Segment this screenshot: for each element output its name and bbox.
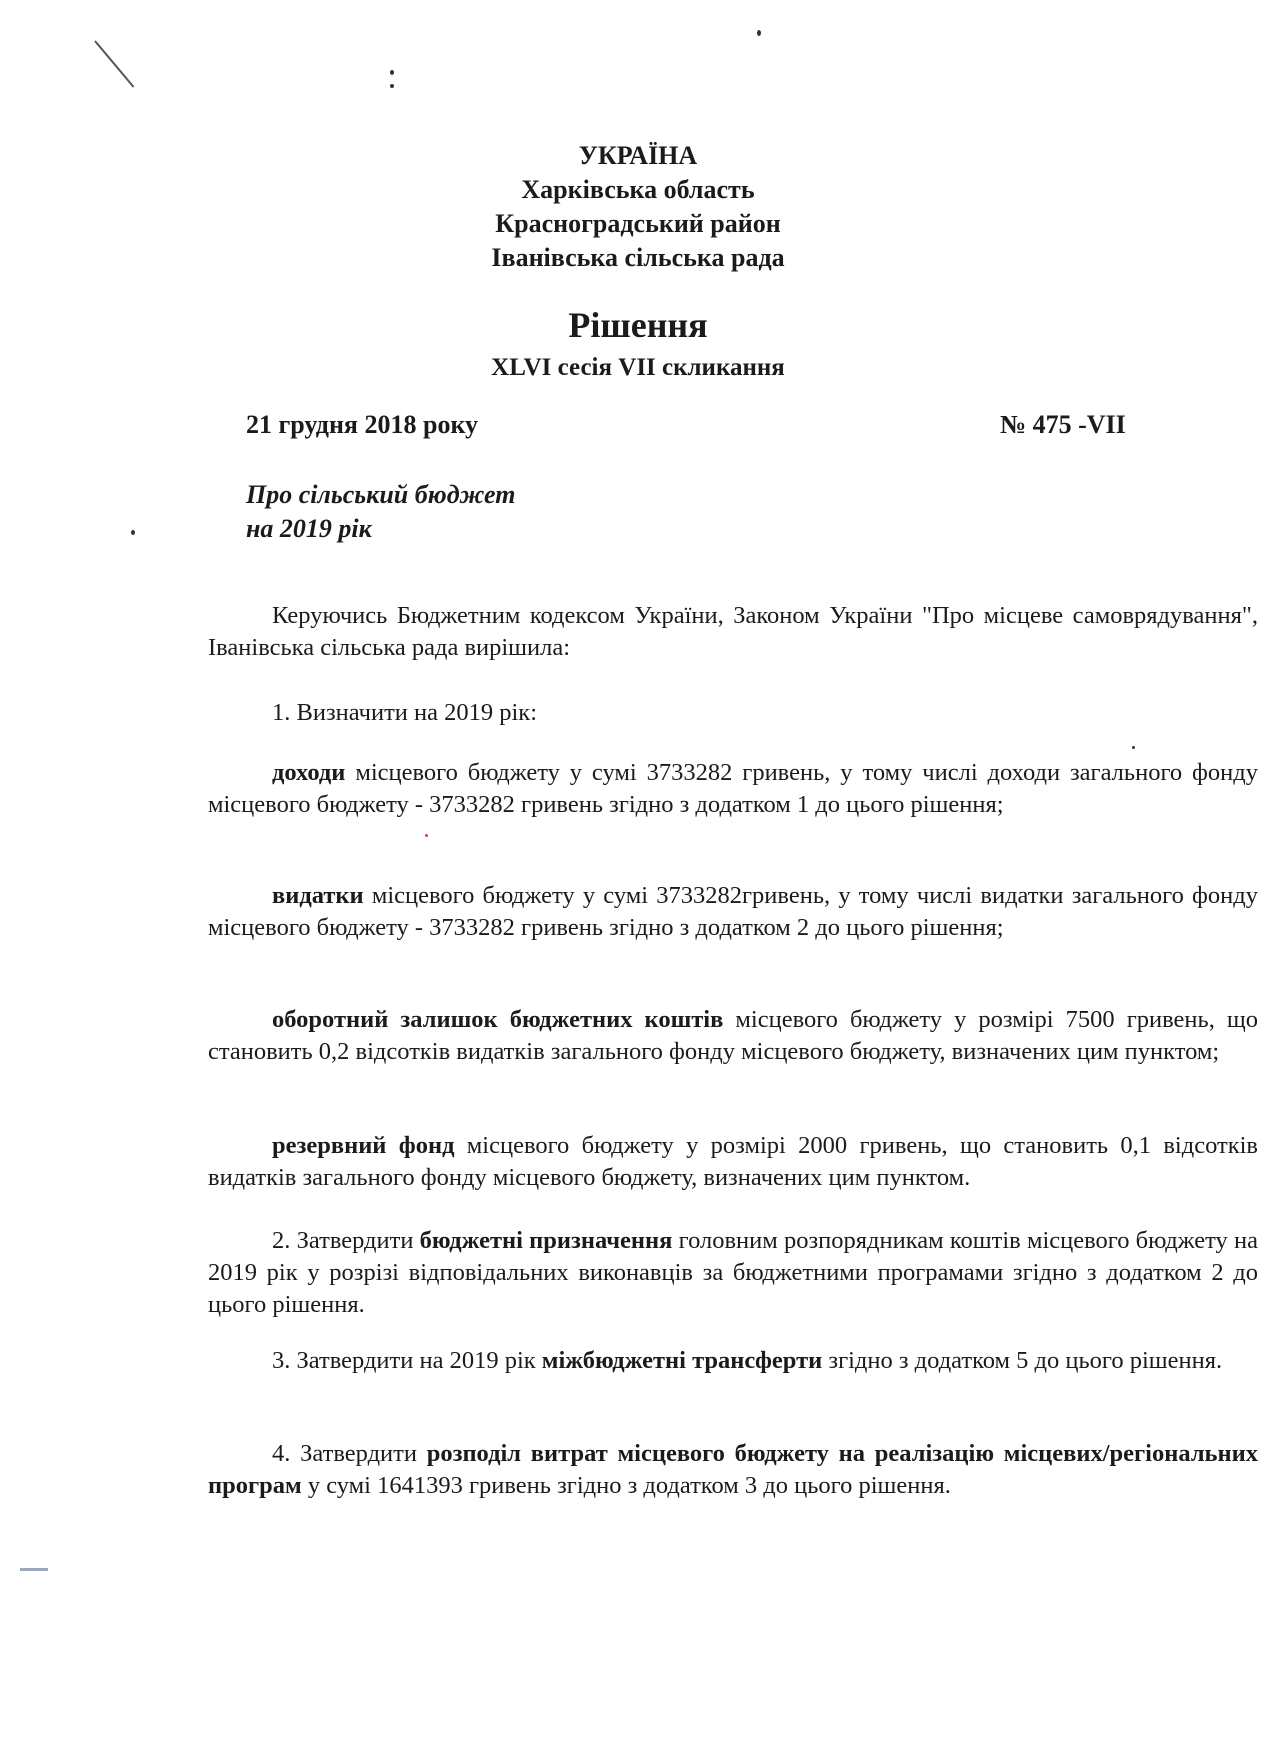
item-4-text: у сумі 1641393 гривень згідно з додатком 3 до цього рішення.: [301, 1472, 951, 1499]
session-line: XLVI сесія VII скликання: [491, 354, 785, 381]
decision-subject: [246, 478, 515, 546]
header-country: УКРАЇНА: [578, 141, 698, 170]
balance-term: оборотний залишок бюджетних коштів: [272, 1006, 724, 1033]
balance-text: місцевого бюджету у розмірі 7500 гривень, що становить 0,2 відсотків видатків загального фонду місцевого бюджету, визначених цим пунктом;: [208, 1006, 1258, 1065]
income-term: доходи: [272, 759, 346, 786]
reserve-term: резервний фонд: [272, 1132, 455, 1159]
item-3: [208, 1345, 1258, 1377]
item-2-term: бюджетні призначення: [419, 1227, 673, 1254]
scan-speck: [425, 834, 428, 837]
item-3-term: міжбюджетні трансферти: [541, 1347, 823, 1374]
scan-speck: [1132, 746, 1135, 749]
scan-speck: [390, 70, 394, 75]
header-region: Харківська область: [521, 175, 755, 204]
item-1-text: 1. Визначити на 2019 рік:: [272, 699, 538, 726]
scan-mark: [20, 1568, 48, 1571]
header-council: Іванівська сільська рада: [491, 243, 785, 272]
reserve-paragraph: [208, 1130, 1258, 1194]
intro-text: Керуючись Бюджетним кодексом України, Законом України "Про місцеве самоврядування", Іванівська сільська рада вирішила:: [208, 602, 1258, 661]
item-2-pre: 2. Затвердити: [272, 1227, 420, 1254]
decision-title: Рішення: [568, 305, 708, 345]
subject-line-1: Про сільський бюджет: [246, 480, 516, 509]
decision-date: 21 грудня 2018 року: [246, 410, 479, 439]
scan-speck: [131, 530, 135, 535]
intro-paragraph: [208, 600, 1258, 664]
income-paragraph: [208, 757, 1258, 821]
item-2: [208, 1225, 1258, 1321]
scan-speck: [757, 30, 761, 36]
balance-paragraph: [208, 1004, 1258, 1068]
item-1: [208, 697, 1258, 729]
item-3-text: згідно з додатком 5 до цього рішення.: [822, 1347, 1223, 1374]
item-4-pre: 4. Затвердити: [272, 1440, 427, 1467]
item-4: [208, 1438, 1258, 1502]
scan-scratch: [94, 40, 134, 87]
item-4-term: розподіл витрат місцевого бюджету на реалізацію місцевих/регіональних програм: [208, 1440, 1258, 1499]
decision-number: № 475 -VII: [1000, 410, 1126, 439]
scan-speck: [390, 84, 394, 88]
subject-line-2: на 2019 рік: [246, 514, 372, 543]
expenses-paragraph: [208, 880, 1258, 944]
item-3-pre: 3. Затвердити на 2019 рік: [272, 1347, 542, 1374]
header-district: Красноградський район: [495, 209, 781, 238]
reserve-text: місцевого бюджету у розмірі 2000 гривень, що становить 0,1 відсотків видатків загального фонду місцевого бюджету, визначених цим пунктом.: [208, 1132, 1258, 1191]
item-2-text: головним розпорядникам коштів місцевого бюджету на 2019 рік у розрізі відповідальних виконавців за бюджетними програмами згідно з додатком 2 до цього рішення.: [208, 1227, 1258, 1318]
expenses-term: видатки: [272, 882, 364, 909]
income-text: місцевого бюджету у сумі 3733282 гривень, у тому числі доходи загального фонду місцевого бюджету - 3733282 гривень згідно з додатком 1 до цього рішення;: [208, 759, 1258, 818]
expenses-text: місцевого бюджету у сумі 3733282гривень, у тому числі видатки загального фонду місцевого бюджету - 3733282 гривень згідно з додатком 2 до цього рішення;: [208, 882, 1258, 941]
